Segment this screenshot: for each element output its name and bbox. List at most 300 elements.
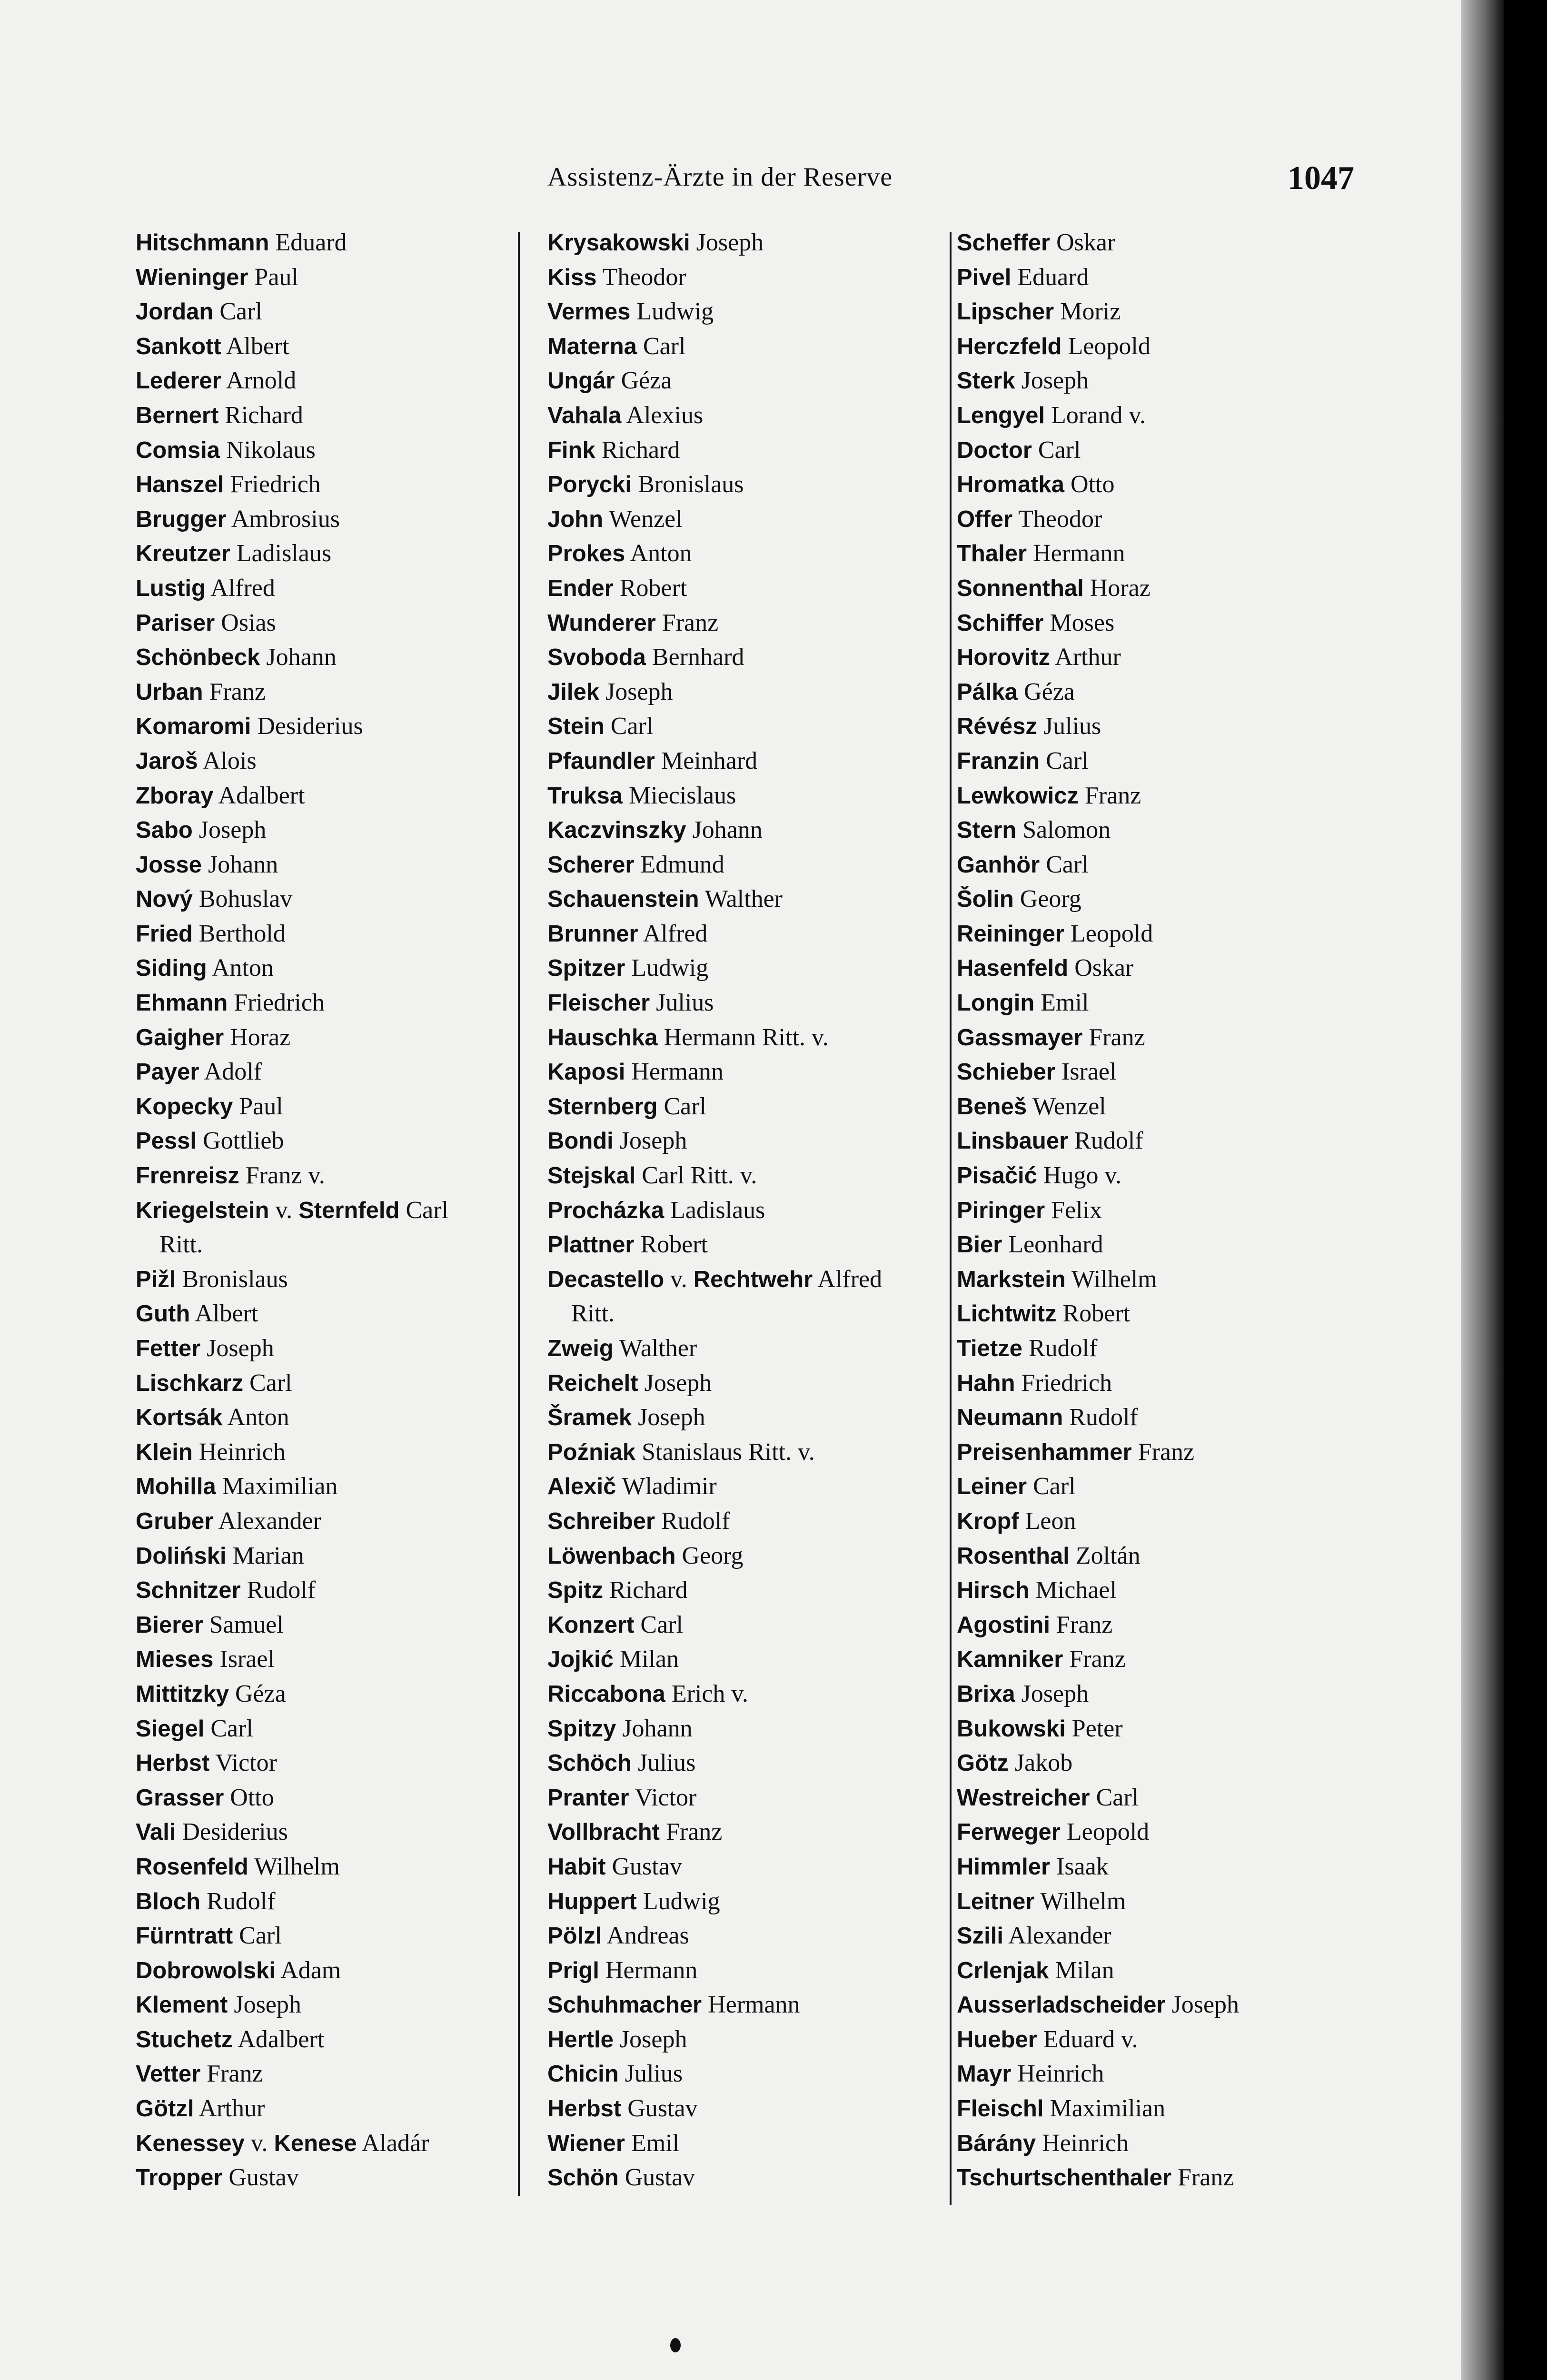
name-entry: [547, 675, 928, 710]
name-entry: [957, 433, 1309, 468]
surname: Svoboda: [547, 645, 646, 671]
given-name: Leopold: [1070, 920, 1153, 947]
name-entry: [957, 1677, 1309, 1712]
given-name: Adalbert: [218, 782, 305, 809]
given-name: Hermann: [631, 1058, 724, 1086]
name-entry: [547, 571, 928, 606]
name-entry: [136, 1021, 507, 1055]
surname: Ehmann: [136, 990, 228, 1016]
surname: Lichtwitz: [957, 1301, 1057, 1327]
name-entry: [957, 1642, 1309, 1677]
surname: Hauschka: [547, 1024, 658, 1051]
name-entry: [547, 1262, 928, 1297]
name-entry: [547, 226, 928, 260]
surname: Pálka: [957, 679, 1018, 705]
given-name: Carl: [643, 332, 686, 360]
name-entry: [136, 226, 507, 260]
name-entry: [957, 675, 1309, 710]
given-name: Georg: [682, 1542, 744, 1569]
given-name: Ludwig: [643, 1887, 720, 1915]
name-entry: [547, 2092, 928, 2126]
surname: Josse: [136, 852, 202, 878]
given-name: Leon: [1025, 1507, 1076, 1535]
surname: Mohilla: [136, 1474, 216, 1500]
given-name: Joseph: [696, 229, 764, 256]
surname: Sternberg: [547, 1093, 658, 1120]
surname: Plattner: [547, 1232, 635, 1258]
surname: Beneš: [957, 1093, 1027, 1120]
given-name: Carl: [249, 1369, 292, 1397]
given-name: Franz v.: [245, 1162, 325, 1190]
name-entry: [957, 1400, 1309, 1435]
given-name: Adalbert: [238, 2025, 325, 2053]
given-name: Alexander: [218, 1507, 322, 1535]
name-entry: [136, 571, 507, 606]
surname: Urban: [136, 679, 203, 705]
name-entry: [136, 882, 507, 917]
name-entry: [547, 1988, 928, 2023]
name-entry: [136, 2057, 507, 2092]
surname: Kreutzer: [136, 541, 230, 567]
surname: Reichelt: [547, 1370, 638, 1396]
name-entry: [136, 2126, 507, 2161]
surname: Agostini: [957, 1612, 1050, 1638]
entry-continuation: Ritt.: [159, 1231, 203, 1259]
surname: Himmler: [957, 1854, 1051, 1880]
name-entry: [957, 1850, 1309, 1884]
name-entry: [957, 1090, 1309, 1124]
name-entry: [136, 502, 507, 537]
surname: Vermes: [547, 299, 631, 325]
given-name: Joseph: [619, 1127, 687, 1155]
name-entry: [547, 813, 928, 848]
name-entry: [136, 1746, 507, 1781]
given-name: Bernhard: [652, 644, 744, 671]
given-name: Arthur: [198, 2095, 265, 2122]
given-name: Milan: [619, 1646, 679, 1673]
name-entry: [547, 1884, 928, 1919]
name-entry: [547, 1055, 928, 1090]
given-name: Franz: [665, 1818, 723, 1846]
name-entry: [136, 1193, 507, 1228]
name-entry: [957, 2023, 1309, 2057]
surname: Linsbauer: [957, 1128, 1069, 1154]
name-entry: [136, 536, 507, 571]
given-name: Gustav: [228, 2164, 299, 2192]
surname: Pisačić: [957, 1163, 1037, 1189]
name-entry: [136, 1331, 507, 1366]
given-name: Franz: [662, 609, 719, 636]
name-entry: [136, 1988, 507, 2023]
given-name: Richard: [601, 436, 680, 464]
name-entry: [547, 1090, 928, 1124]
name-entry: [957, 1504, 1309, 1539]
name-entry: [136, 1090, 507, 1124]
given-name: Joseph: [644, 1369, 712, 1397]
surname: Schuhmacher: [547, 1992, 702, 2018]
ink-dot: [670, 2338, 681, 2352]
given-name: Victor: [215, 1749, 278, 1777]
given-name: Maximilian: [222, 1473, 338, 1500]
given-name: Carl: [664, 1092, 706, 1120]
surname: Hueber: [957, 2026, 1037, 2053]
given-name: Franz: [207, 2060, 263, 2088]
surname: Schön: [547, 2165, 619, 2191]
given-name: Rudolf: [1028, 1335, 1098, 1362]
surname: Vetter: [136, 2061, 201, 2087]
surname: Stern: [957, 817, 1017, 843]
given-name: Peter: [1071, 1715, 1123, 1742]
surname: Szili: [957, 1923, 1004, 1949]
given-name: Hermann: [605, 1956, 698, 1984]
given-name: Bronislaus: [638, 471, 744, 498]
name-entry: [547, 1677, 928, 1712]
name-entry: [547, 1746, 928, 1781]
given-name: Lorand v.: [1051, 401, 1146, 429]
surname: Hanszel: [136, 472, 224, 498]
name-entry: [136, 1228, 507, 1262]
name-entry: [547, 364, 928, 398]
name-entry: [957, 260, 1309, 295]
name-entry: [957, 779, 1309, 813]
name-entry: [957, 536, 1309, 571]
surname: Kortsák: [136, 1405, 223, 1431]
surname: Kiss: [547, 264, 597, 290]
surname: Hitschmann: [136, 230, 269, 256]
name-entry: [136, 1850, 507, 1884]
surname: Siegel: [136, 1716, 205, 1742]
name-entry: [547, 1539, 928, 1574]
given-name: Hermann: [708, 1991, 800, 2019]
given-name: Carl: [1038, 436, 1081, 464]
surname: Pölzl: [547, 1923, 602, 1949]
surname: Thaler: [957, 541, 1027, 567]
given-name: Franz: [1138, 1438, 1195, 1466]
given-name: Israel: [1061, 1058, 1117, 1086]
name-entry: [547, 1954, 928, 1988]
name-entry: [136, 1919, 507, 1954]
surname: Tietze: [957, 1336, 1022, 1361]
surname: Decastello: [547, 1266, 664, 1292]
name-entry: [547, 260, 928, 295]
name-entry: [957, 1712, 1309, 1746]
name-entry: [957, 1193, 1309, 1228]
surname: Markstein: [957, 1266, 1066, 1292]
surname: Löwenbach: [547, 1543, 676, 1569]
surname: Ender: [547, 575, 614, 601]
name-entry: [957, 2092, 1309, 2126]
surname: Bukowski: [957, 1716, 1066, 1742]
given-name: Heinrich: [1017, 2060, 1104, 2088]
given-name: Desiderius: [182, 1818, 288, 1846]
name-entry: [957, 882, 1309, 917]
given-name: Rudolf: [1069, 1404, 1138, 1431]
surname: Payer: [136, 1059, 199, 1085]
given-name: Georg: [1020, 885, 1081, 913]
given-name: Carl Ritt. v.: [642, 1162, 757, 1190]
given-name: Albert: [226, 332, 289, 360]
name-entry: [547, 1504, 928, 1539]
surname: Kropf: [957, 1508, 1019, 1534]
name-entry: [957, 1954, 1309, 1988]
surname: Schauenstein: [547, 886, 699, 912]
surname: Stejskal: [547, 1163, 636, 1189]
name-entry: [136, 1712, 507, 1746]
name-entry: [957, 1815, 1309, 1850]
surname: Doliński: [136, 1543, 227, 1569]
name-entry: [547, 433, 928, 468]
surname: Hahn: [957, 1370, 1015, 1396]
given-name: Anton: [630, 540, 692, 567]
surname: Schieber: [957, 1059, 1055, 1085]
given-name: Ludwig: [636, 298, 714, 326]
surname: Fleischl: [957, 2096, 1044, 2122]
name-entry: [547, 951, 928, 986]
name-entry: [136, 1435, 507, 1470]
name-entry: [957, 1055, 1309, 1090]
given-name: Eduard: [275, 229, 347, 256]
given-name: Carl: [610, 713, 654, 740]
name-entry: [547, 1781, 928, 1815]
name-entry: [547, 1366, 928, 1401]
given-name: Erich v.: [671, 1680, 749, 1707]
given-name: Meinhard: [661, 747, 758, 774]
name-entry: [547, 1331, 928, 1366]
name-entry: [957, 1435, 1309, 1470]
given-name: Ladislaus: [236, 540, 332, 567]
given-name: Rudolf: [207, 1887, 276, 1915]
surname: Habit: [547, 1854, 606, 1880]
name-column-1: [136, 226, 507, 2195]
given-name: Felix: [1051, 1196, 1102, 1224]
given-name: Friedrich: [230, 471, 321, 498]
given-name: Richard: [225, 401, 303, 429]
surname: Pižl: [136, 1266, 176, 1292]
surname: Guth: [136, 1301, 190, 1327]
given-name: Miecislaus: [628, 782, 736, 809]
surname: Lustig: [136, 575, 206, 601]
name-entry: [136, 986, 507, 1021]
given-name: Franz: [1056, 1611, 1113, 1638]
name-entry: [957, 1366, 1309, 1401]
surname: Rosenfeld: [136, 1854, 248, 1880]
given-name: Carl: [239, 1922, 282, 1950]
page-edge-shadow: [1461, 0, 1504, 2380]
given-name: Johann: [208, 851, 278, 878]
surname: Piringer: [957, 1197, 1045, 1223]
name-entry: [136, 260, 507, 295]
name-entry: [136, 675, 507, 710]
surname: Tropper: [136, 2165, 223, 2191]
surname: Schnitzer: [136, 1577, 241, 1604]
given-name: Robert: [619, 574, 687, 602]
surname: Fürntratt: [136, 1923, 233, 1949]
given-name: Michael: [1035, 1577, 1117, 1604]
name-entry: [136, 951, 507, 986]
surname: Pessl: [136, 1128, 197, 1154]
given-name: Franz: [1069, 1646, 1126, 1673]
name-entry: [957, 1608, 1309, 1643]
surname: Lipscher: [957, 299, 1054, 325]
given-name: Carl: [1096, 1784, 1139, 1811]
name-entry: [136, 295, 507, 329]
name-entry: [136, 1366, 507, 1401]
name-entry: [957, 2126, 1309, 2161]
given-name: Arthur: [1055, 644, 1121, 671]
column-divider-2: [950, 232, 952, 2205]
surname: Alexič: [547, 1474, 616, 1500]
surname: Schöch: [547, 1750, 632, 1776]
name-entry: [547, 1228, 928, 1262]
surname: Komaromi: [136, 714, 251, 740]
surname: Götz: [957, 1750, 1009, 1776]
surname: Kaczvinszky: [547, 817, 686, 843]
surname: Frenreisz: [136, 1163, 239, 1189]
surname: Westreicher: [957, 1785, 1090, 1811]
surname: Spitz: [547, 1577, 604, 1604]
given-name: Andreas: [606, 1922, 689, 1950]
surname: Franzin: [957, 748, 1040, 774]
given-name: Géza: [1024, 678, 1075, 705]
surname: Krysakowski: [547, 230, 690, 256]
surname: Schiffer: [957, 610, 1044, 636]
name-entry: [136, 848, 507, 883]
name-entry: [136, 779, 507, 813]
given-name: Alfred: [643, 920, 708, 947]
given-name: Hermann Ritt. v.: [664, 1023, 829, 1051]
surname: Kaposi: [547, 1059, 625, 1085]
surname: Fleischer: [547, 990, 650, 1016]
given-name: Wilhelm: [254, 1853, 340, 1880]
surname: Longin: [957, 990, 1035, 1016]
surname: Jojkić: [547, 1646, 614, 1673]
name-entry: [957, 1331, 1309, 1366]
given-name: Oskar: [1074, 954, 1134, 982]
name-entry: [547, 536, 928, 571]
name-entry: [547, 1712, 928, 1746]
given-name: Adolf: [204, 1058, 262, 1086]
given-name: Friedrich: [1021, 1369, 1112, 1397]
given-name: Albert: [195, 1300, 258, 1328]
name-entry: [547, 1159, 928, 1193]
surname: Tschurtschenthaler: [957, 2165, 1172, 2191]
given-name: Julius: [1043, 713, 1101, 740]
name-entry: [957, 1228, 1309, 1262]
given-name: Heinrich: [198, 1438, 286, 1466]
given-name: Aladár: [361, 2129, 429, 2157]
given-name: Joseph: [234, 1991, 301, 2019]
surname: Siding: [136, 955, 207, 982]
surname: Bondi: [547, 1128, 614, 1154]
surname: Ganhör: [957, 852, 1040, 878]
surname: Stein: [547, 714, 605, 740]
given-name: Anton: [227, 1404, 289, 1431]
surname: Mayr: [957, 2061, 1012, 2087]
name-column-2: [547, 226, 928, 2195]
name-entry: [547, 917, 928, 952]
given-name: Marian: [232, 1542, 304, 1569]
name-entry: [957, 467, 1309, 502]
name-entry: [547, 2126, 928, 2161]
name-entry: [136, 2023, 507, 2057]
given-name: Leonhard: [1008, 1231, 1103, 1259]
surname: Vahala: [547, 402, 622, 428]
surname: Hirsch: [957, 1577, 1030, 1604]
surname: Nový: [136, 886, 193, 912]
name-entry: [136, 917, 507, 952]
surname: John: [547, 506, 604, 532]
surname: Spitzer: [547, 955, 625, 982]
given-name: Berthold: [198, 920, 286, 947]
given-name: Maximilian: [1050, 2095, 1166, 2122]
given-name: v.: [670, 1265, 687, 1293]
name-entry: [547, 1400, 928, 1435]
surname: Bierer: [136, 1612, 203, 1638]
name-entry: [136, 1124, 507, 1159]
given-name: Franz: [1089, 1023, 1145, 1051]
given-name: Johann: [692, 816, 763, 844]
given-name: Julius: [637, 1749, 696, 1777]
surname: Kamniker: [957, 1646, 1063, 1673]
given-name: Alfred: [210, 574, 275, 602]
given-name: Carl: [219, 298, 262, 326]
given-name: Otto: [230, 1784, 274, 1811]
given-name: Theodor: [1018, 505, 1102, 533]
given-name: Joseph: [1171, 1991, 1240, 2019]
surname: Wieninger: [136, 264, 248, 290]
surname: Spitzy: [547, 1716, 616, 1742]
name-entry: [136, 813, 507, 848]
given-name: Moses: [1050, 609, 1115, 636]
given-name: Leopold: [1066, 1818, 1150, 1846]
surname: Reininger: [957, 921, 1064, 947]
name-entry: [136, 640, 507, 675]
running-header-title: Assistenz-Ärzte in der Reserve: [547, 162, 893, 192]
given-name: Israel: [219, 1646, 275, 1673]
surname: Vollbracht: [547, 1819, 660, 1845]
name-entry: [547, 2057, 928, 2092]
name-entry: [136, 1297, 507, 1331]
name-entry: [136, 398, 507, 433]
given-name: Anton: [211, 954, 274, 982]
surname: Hasenfeld: [957, 955, 1069, 982]
surname: Lischkarz: [136, 1370, 244, 1396]
surname: Schönbeck: [136, 645, 260, 671]
name-entry: [547, 1193, 928, 1228]
given-name: Emil: [631, 2129, 680, 2157]
name-entry: [957, 1262, 1309, 1297]
name-entry: [957, 744, 1309, 779]
surname: Fried: [136, 921, 193, 947]
name-entry: [547, 1021, 928, 1055]
surname: Lederer: [136, 368, 221, 394]
surname: Doctor: [957, 437, 1032, 463]
surname: Zweig: [547, 1336, 614, 1361]
given-name: Joseph: [638, 1404, 705, 1431]
given-name: Leopold: [1068, 332, 1150, 360]
given-name: Hugo v.: [1043, 1162, 1122, 1190]
given-name: Salomon: [1022, 816, 1111, 844]
surname: Neumann: [957, 1405, 1063, 1431]
name-entry: [136, 1608, 507, 1643]
name-entry: [136, 709, 507, 744]
surname: Gruber: [136, 1508, 214, 1534]
name-entry: [957, 848, 1309, 883]
surname: Porycki: [547, 472, 632, 498]
surname: Procházka: [547, 1197, 664, 1223]
name-entry: [957, 364, 1309, 398]
name-entry: [547, 1573, 928, 1608]
